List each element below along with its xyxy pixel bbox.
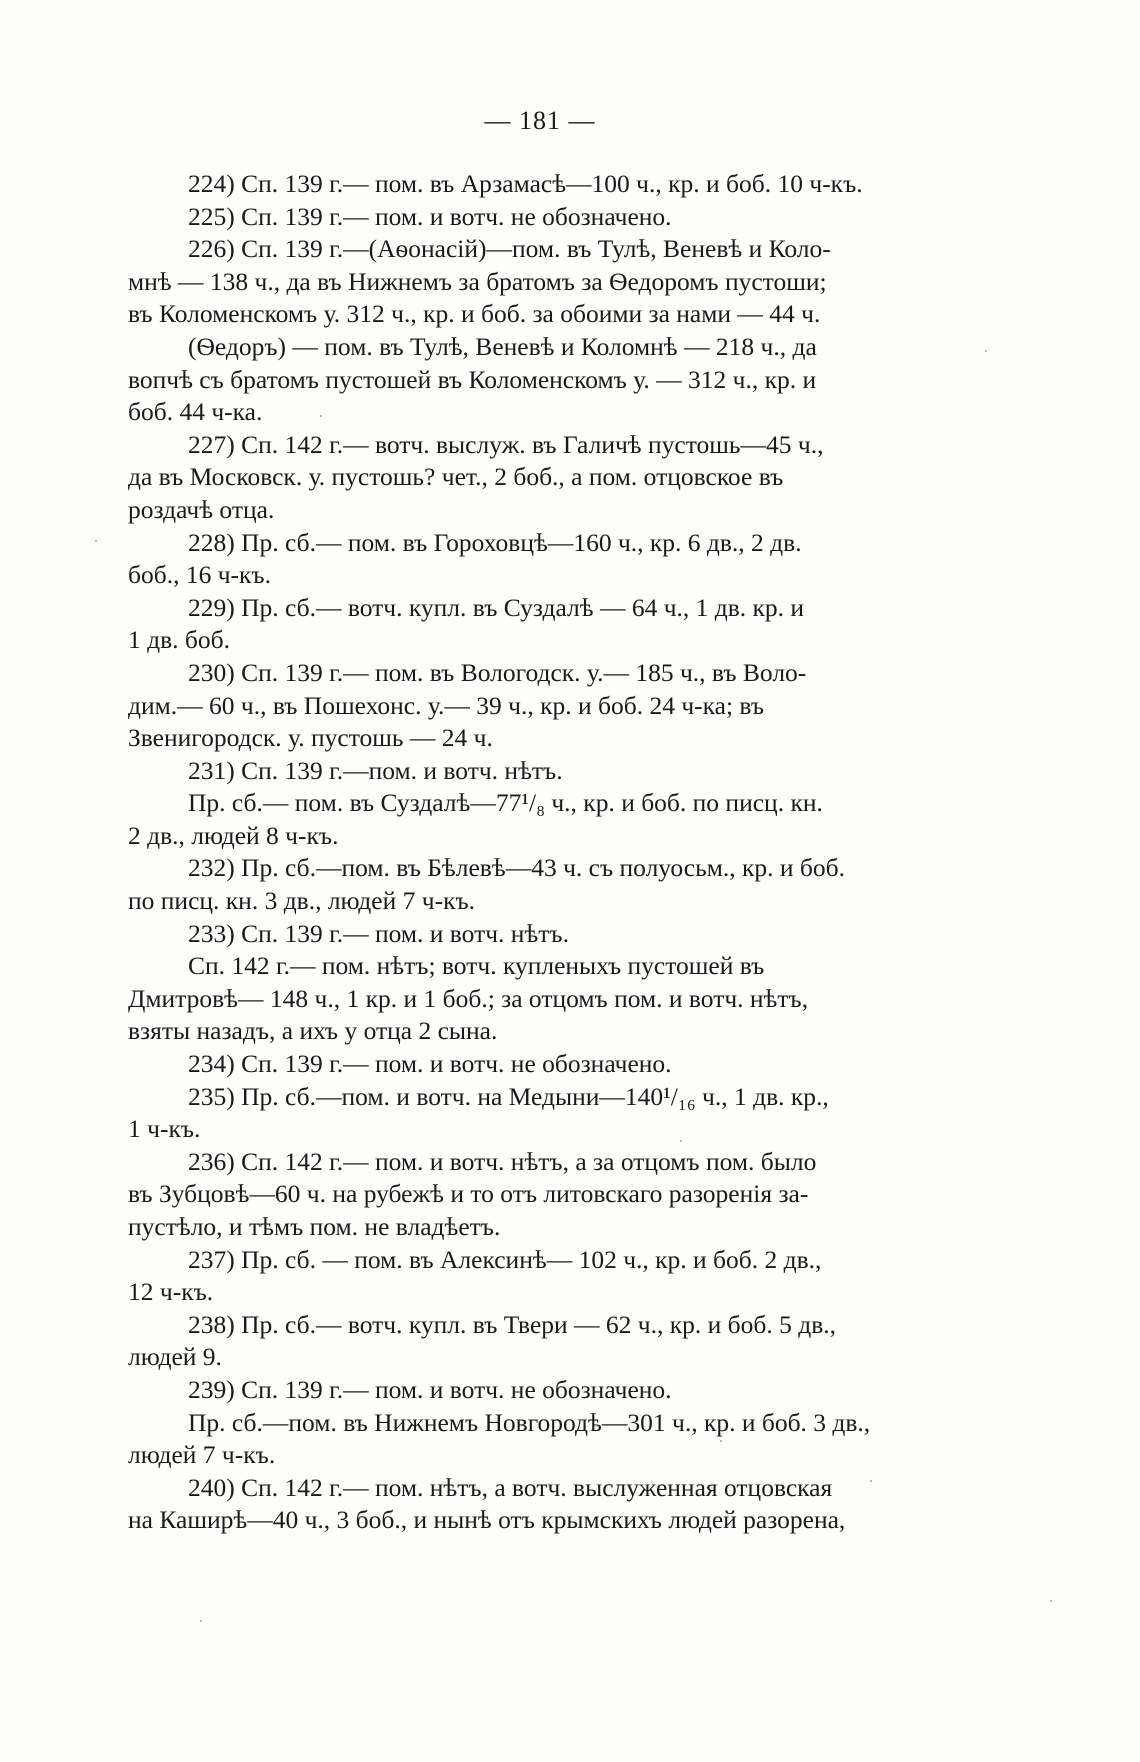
- text-line: 232) Пр. сб.—пом. въ Бѣлевѣ—43 ч. съ полуосьм., кр. и боб.: [188, 853, 845, 883]
- scan-speck: [1050, 1600, 1052, 1602]
- text-line: въ Зубцовѣ—60 ч. на рубежѣ и то отъ литовскаго разоренія за-: [128, 1179, 809, 1209]
- text-line: дим.— 60 ч., въ Пошехонс. у.— 39 ч., кр. и боб. 24 ч-ка; въ: [128, 690, 765, 720]
- text-line: боб. 44 ч-ка.: [128, 397, 263, 427]
- text-line: 230) Сп. 139 г.— пом. въ Вологодск. у.— 185 ч., въ Воло-: [188, 657, 807, 687]
- text-line: боб., 16 ч-къ.: [128, 560, 271, 590]
- text-line: 231) Сп. 139 г.—пом. и вотч. нѣтъ.: [188, 755, 563, 785]
- text-line: людей 9.: [128, 1342, 222, 1372]
- text-line: по писц. кн. 3 дв., людей 7 ч-къ.: [128, 886, 476, 916]
- text-line: 238) Пр. сб.— вотч. купл. въ Твери — 62 ч., кр. и боб. 5 дв.,: [188, 1309, 836, 1339]
- text-line: 236) Сп. 142 г.— пом. и вотч. нѣтъ, а за отцомъ пом. было: [188, 1146, 817, 1176]
- text-line: взяты назадъ, а ихъ у отца 2 сына.: [128, 1016, 498, 1046]
- text-line: (Ѳедоръ) — пом. въ Тулѣ, Веневѣ и Коломнѣ — 218 ч., да: [188, 331, 817, 361]
- text-line: людей 7 ч-къ.: [128, 1440, 276, 1470]
- scan-speck: [720, 1440, 722, 1442]
- text-line: 239) Сп. 139 г.— пом. и вотч. не обозначено.: [188, 1374, 672, 1404]
- scan-speck: [95, 540, 97, 542]
- text-line: Дмитровѣ— 148 ч., 1 кр. и 1 боб.; за отцомъ пом. и вотч. нѣтъ,: [128, 983, 809, 1013]
- scan-speck: [985, 350, 987, 352]
- text-line: 225) Сп. 139 г.— пом. и вотч. не обозначено.: [188, 201, 672, 231]
- scan-speck: [680, 1140, 682, 1142]
- text-line: 226) Сп. 139 г.—(Аѳонасій)—пом. въ Тулѣ, Веневѣ и Коло-: [188, 234, 831, 264]
- text-line: 1 ч-къ.: [128, 1114, 201, 1144]
- text-line: Пр. сб.—пом. въ Нижнемъ Новгородѣ—301 ч., кр. и боб. 3 дв.,: [188, 1407, 871, 1437]
- text-line: 224) Сп. 139 г.— пом. въ Арзамасѣ—100 ч., кр. и боб. 10 ч-къ.: [188, 169, 863, 198]
- text-line: на Каширѣ—40 ч., 3 боб., и нынѣ отъ крымскихъ людей разорена,: [128, 1505, 846, 1535]
- text-line: роздачѣ отца.: [128, 494, 275, 524]
- text-line: Пр. сб.— пом. въ Суздалѣ—77¹/₈ ч., кр. и боб. по писц. кн.: [188, 788, 823, 818]
- text-line: 233) Сп. 139 г.— пом. и вотч. нѣтъ.: [188, 918, 569, 948]
- scan-speck: [200, 1620, 202, 1622]
- scan-speck: [870, 1480, 872, 1482]
- text-line: Сп. 142 г.— пом. нѣтъ; вотч. купленыхъ пустошей въ: [188, 951, 765, 981]
- page-number: — 181 —: [484, 106, 596, 135]
- text-line: да въ Московск. у. пустошь? чет., 2 боб., а пом. отцовское въ: [128, 462, 784, 492]
- text-line: пустѣло, и тѣмъ пом. не владѣетъ.: [128, 1212, 501, 1241]
- text-line: 2 дв., людей 8 ч-къ.: [128, 820, 339, 850]
- text-line: вопчѣ съ братомъ пустошей въ Коломенскомъ у. — 312 ч., кр. и: [128, 364, 817, 394]
- text-line: 237) Пр. сб. — пом. въ Алексинѣ— 102 ч., кр. и боб. 2 дв.,: [188, 1244, 822, 1274]
- text-line: 240) Сп. 142 г.— пом. нѣтъ, а вотч. выслуженная отцовская: [188, 1472, 833, 1502]
- text-line: 235) Пр. сб.—пом. и вотч. на Медыни—140¹/₁₆ ч., 1 дв. кр.,: [188, 1081, 829, 1111]
- text-line: 234) Сп. 139 г.— пом. и вотч. не обозначено.: [188, 1049, 672, 1079]
- text-line: мнѣ — 138 ч., да въ Нижнемъ за братомъ за Ѳедоромъ пустоши;: [128, 266, 827, 296]
- text-line: 228) Пр. сб.— пом. въ Гороховцѣ—160 ч., кр. 6 дв., 2 дв.: [188, 527, 802, 557]
- text-line: 1 дв. боб.: [128, 625, 230, 655]
- text-line: въ Коломенскомъ у. 312 ч., кр. и боб. за обоими за нами — 44 ч.: [128, 299, 821, 329]
- text-line: 12 ч-къ.: [128, 1277, 214, 1307]
- text-line: Звенигородск. у. пустошь — 24 ч.: [128, 723, 493, 753]
- text-line: 227) Сп. 142 г.— вотч. выслуж. въ Галичѣ пустошь—45 ч.,: [188, 429, 824, 459]
- text-line: 229) Пр. сб.— вотч. купл. въ Суздалѣ — 64 ч., 1 дв. кр. и: [188, 592, 805, 622]
- scan-speck: [320, 415, 322, 417]
- page-body: [128, 168, 984, 1537]
